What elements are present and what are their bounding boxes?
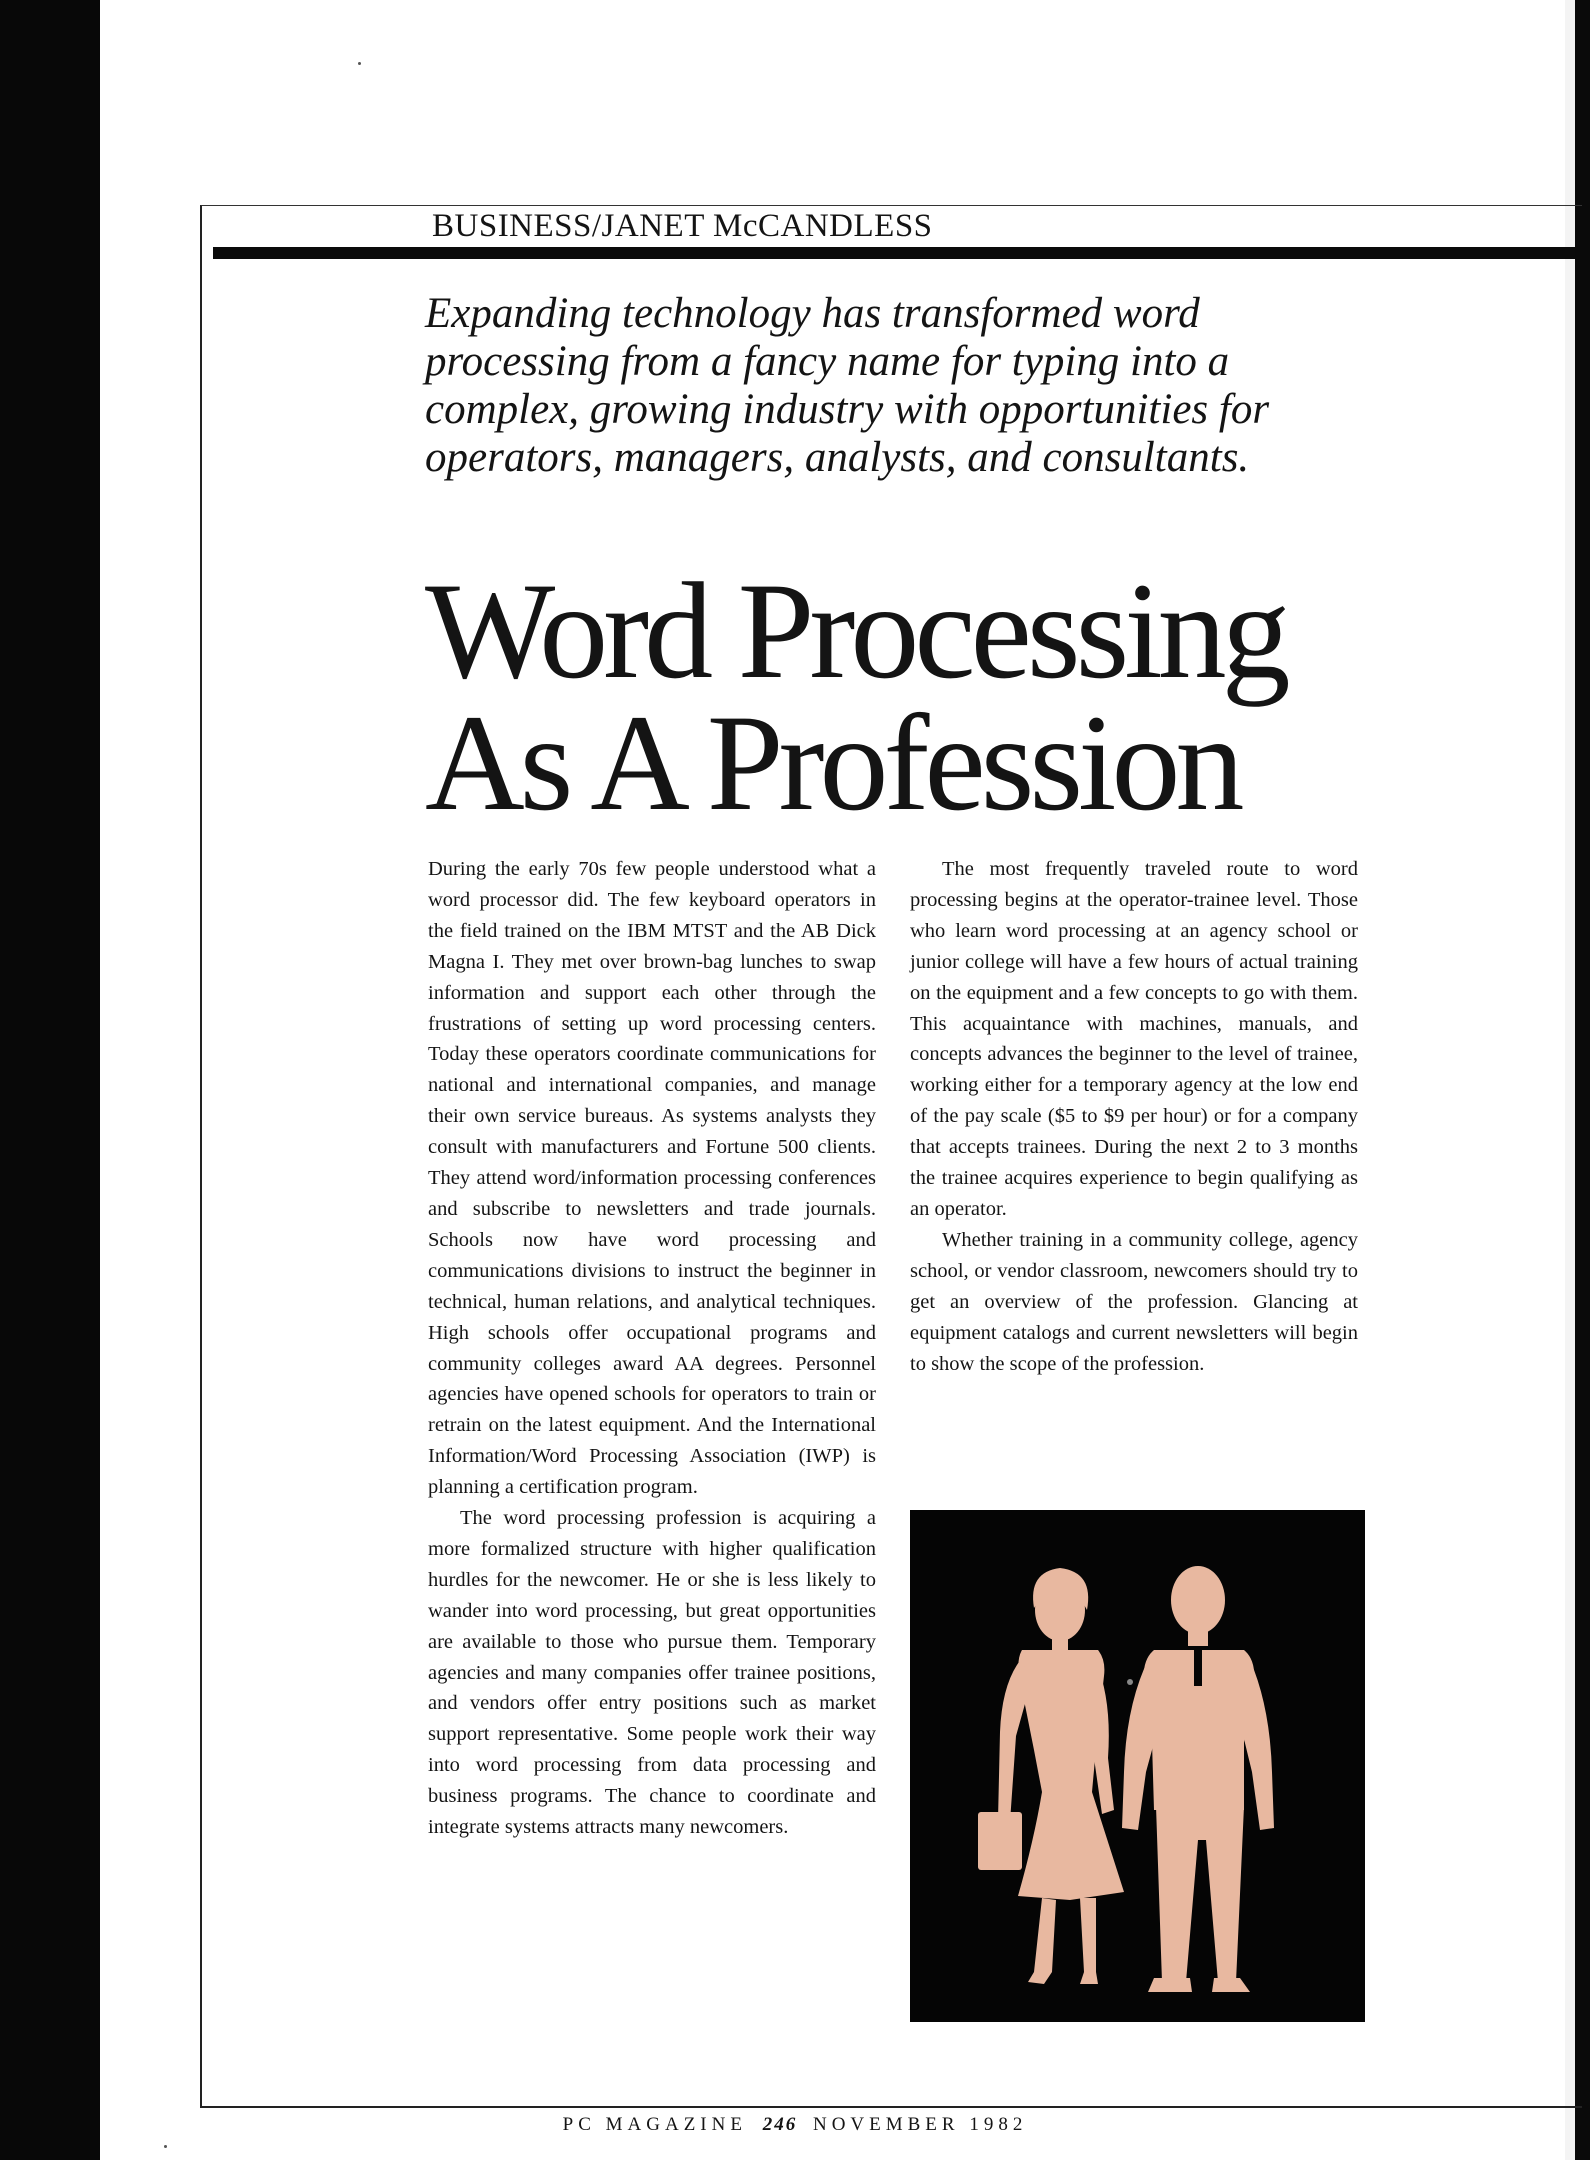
scan-left-edge [0,0,100,2160]
footer-date: NOVEMBER 1982 [812,2114,1028,2135]
headline-line-1: Word Processing [425,554,1286,707]
scan-speck [164,2145,167,2148]
footer-magazine: PC MAGAZINE [562,2114,747,2135]
illustration [910,1510,1365,2022]
footer-page-number: 246 [762,2114,798,2135]
body-column-1 [428,854,876,1843]
footer-folio [0,2114,1590,2136]
body-column-2 [910,854,1358,1379]
paragraph: During the early 70s few people understood what a word processor did. The few keyboard operators in the field trained on the IBM MTST and the AB Dick Magna I. They met over brown-bag lunches to swap information and support each other through the frustrations of setting up word processing centers. Today these operators coordinate communications for national and international companies, and manage their own service bureaus. As systems analysts they consult with manufacturers and Fortune 500 clients. They attend word/information processing conferences and subscribe to newsletters and trade journals. Schools now have word processing and communications divisions to instruct the beginner in technical, human relations, and analytical techniques. High schools offer occupational programs and community colleges award AA degrees. Personnel agencies have opened schools for operators to train or retrain on the latest equipment. And the International Information/Word Processing Association (IWP) is planning a certification program. [428,858,876,1499]
section-rule [213,247,1575,259]
paragraph: The most frequently traveled route to word processing begins at the operator-trainee level. Those who learn word processing at an agency school or junior college will have a few hours of actual training on the equipment and a few concepts to go with them. This acquaintance with machines, manuals, and concepts advances the beginner to the level of trainee, working either for a temporary agency at the low end of the pay scale ($5 to $9 per hour) or for a company that accepts trainees. During the next 2 to 3 months the trainee acquires experience to begin qualifying as an operator. [910,858,1358,1220]
scan-speck [358,62,361,65]
deck: Expanding technology has transformed word processing from a fancy name for typing into a complex, growing industry with opportunities for operators, managers, analysts, and consultants. [425,290,1270,481]
couple-silhouette-icon [910,1510,1365,2022]
paragraph: The word processing profession is acquiring a more formalized structure with higher qualification hurdles for the newcomer. He or she is less likely to wander into word processing, but great opportunities are available to those who pursue them. Temporary agencies and many companies offer trainee positions, and vendors offer entry positions such as market support representative. Some people work their way into word processing from data processing and business programs. The chance to coordinate and integrate systems attracts many newcomers. [428,1507,876,1839]
page-frame [200,205,1582,2108]
section-label: BUSINESS/JANET McCANDLESS [432,208,933,244]
headline [425,554,1535,839]
headline-line-2: As A Profession [425,686,1240,839]
paragraph: Whether training in a community college, agency school, or vendor classroom, newcomers should try to get an overview of the profession. Glancing at equipment catalogs and current newsletters will begin to show the scope of the profession. [910,1228,1358,1375]
